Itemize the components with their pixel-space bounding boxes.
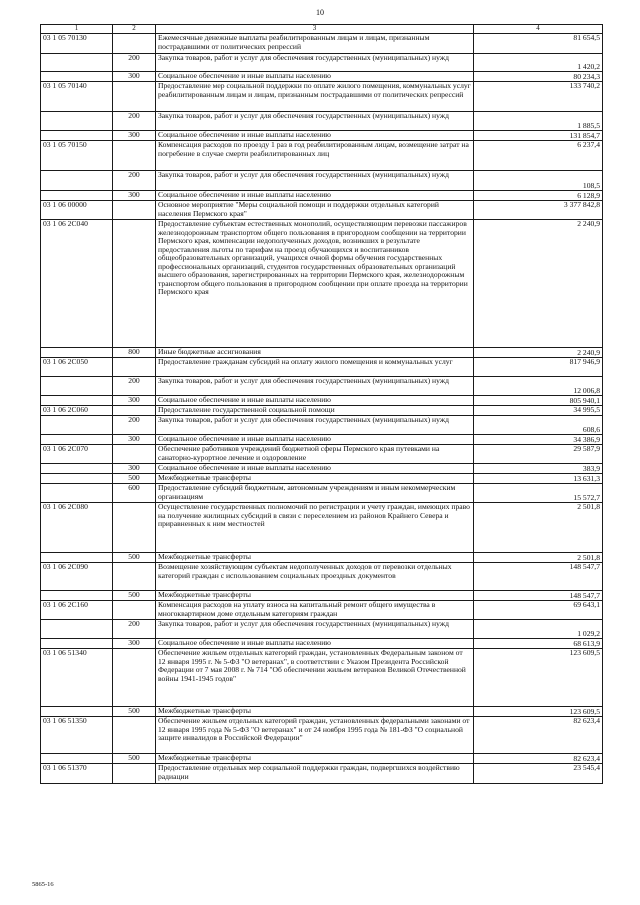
expense-type-code: 800 — [113, 348, 156, 358]
amount: 23 545,4 — [474, 764, 603, 784]
table-row — [41, 620, 603, 639]
table-row — [41, 717, 603, 754]
column-header: 3 — [156, 25, 474, 34]
target-article-code — [41, 377, 113, 396]
column-header: 2 — [113, 25, 156, 34]
table-row — [41, 201, 603, 220]
table-row — [41, 435, 603, 445]
expense-type-code — [113, 34, 156, 54]
expense-type-code — [113, 358, 156, 377]
target-article-code — [41, 171, 113, 191]
expense-description: Обеспечение работников учреждений бюджетной сферы Пермского края путевками на санаторно-курортное лечение и оздоровление — [156, 445, 474, 464]
expense-type-code — [113, 764, 156, 784]
amount: 2 501,8 — [474, 503, 603, 553]
expense-description: Межбюджетные трансферты — [156, 754, 474, 764]
table-row — [41, 764, 603, 784]
table-row — [41, 649, 603, 707]
target-article-code: 03 1 05 70130 — [41, 34, 113, 54]
expense-description: Межбюджетные трансферты — [156, 553, 474, 563]
expense-description: Основное мероприятие "Меры социальной помощи и поддержки отдельных категорий населения Пермского края" — [156, 201, 474, 220]
table-row — [41, 754, 603, 764]
column-header: 4 — [474, 25, 603, 34]
target-article-code — [41, 474, 113, 484]
table-row — [41, 377, 603, 396]
expense-type-code: 500 — [113, 754, 156, 764]
expense-description: Закупка товаров, работ и услуг для обеспечения государственных (муниципальных) нужд — [156, 112, 474, 131]
expense-description: Компенсация расходов по проезду 1 раз в год реабилитированным лицам, возмещение затрат на погребение в случае смерти реабилитированных лиц — [156, 141, 474, 171]
amount: 148 547,7 — [474, 591, 603, 601]
amount: 1 885,5 — [474, 112, 603, 131]
expense-type-code: 200 — [113, 416, 156, 435]
target-article-code: 03 1 06 51340 — [41, 649, 113, 707]
target-article-code: 03 1 06 2С090 — [41, 563, 113, 591]
target-article-code: 03 1 06 2С040 — [41, 220, 113, 348]
expense-type-code — [113, 406, 156, 416]
expense-description: Осуществление государственных полномочий по регистрации и учету граждан, имеющих право на получение жилищных субсидий в связи с переселением из районов Крайнего Севера и приравненных к ним местностей — [156, 503, 474, 553]
target-article-code — [41, 464, 113, 474]
amount: 82 623,4 — [474, 717, 603, 754]
table-row — [41, 707, 603, 717]
amount: 80 234,3 — [474, 72, 603, 82]
target-article-code — [41, 72, 113, 82]
amount: 2 240,9 — [474, 220, 603, 348]
amount: 12 006,8 — [474, 377, 603, 396]
amount: 123 609,5 — [474, 707, 603, 717]
expense-type-code: 500 — [113, 553, 156, 563]
amount: 2 501,8 — [474, 553, 603, 563]
target-article-code: 03 1 06 2С070 — [41, 445, 113, 464]
table-row — [41, 639, 603, 649]
document-reference: 5865-16 — [32, 881, 54, 888]
amount: 805 940,1 — [474, 396, 603, 406]
amount: 131 854,7 — [474, 131, 603, 141]
amount: 6 128,9 — [474, 191, 603, 201]
target-article-code — [41, 112, 113, 131]
expense-description: Социальное обеспечение и иные выплаты населению — [156, 435, 474, 445]
table-row — [41, 563, 603, 591]
amount: 34 995,5 — [474, 406, 603, 416]
table-body — [41, 34, 603, 784]
target-article-code — [41, 396, 113, 406]
expense-type-code: 300 — [113, 435, 156, 445]
expense-description: Социальное обеспечение и иные выплаты населению — [156, 396, 474, 406]
table-row — [41, 141, 603, 171]
expense-type-code — [113, 503, 156, 553]
expense-type-code: 500 — [113, 707, 156, 717]
expense-description: Предоставление отдельных мер социальной поддержки граждан, подвергшихся воздействию радиации — [156, 764, 474, 784]
expense-description: Обеспечение жильем отдельных категорий граждан, установленных Федеральным законом от 12 января 1995 г. № 5-ФЗ "О ветеранах", в соответствии с Указом Президента Российской Федерации от 7 мая 2008 г. № 714 "Об обеспечении жильем ветеранов Великой Отечественной войны 1941-1945 годов" — [156, 649, 474, 707]
table-row — [41, 191, 603, 201]
amount: 123 609,5 — [474, 649, 603, 707]
table-row — [41, 220, 603, 348]
expense-description: Возмещение хозяйствующим субъектам недополученных доходов от перевозки отдельных категорий граждан с использованием социальных проездных документов — [156, 563, 474, 591]
expense-type-code — [113, 563, 156, 591]
target-article-code: 03 1 05 70150 — [41, 141, 113, 171]
expense-description: Обеспечение жильем отдельных категорий граждан, установленных федеральными законами от 12 января 1995 года № 5-ФЗ "О ветеранах" и от 24 ноября 1995 года № 181-ФЗ "О социальной защите инвалидов в Российской Федерации" — [156, 717, 474, 754]
expense-description: Межбюджетные трансферты — [156, 591, 474, 601]
amount: 81 654,5 — [474, 34, 603, 54]
expense-description: Межбюджетные трансферты — [156, 707, 474, 717]
amount: 34 386,9 — [474, 435, 603, 445]
expense-type-code: 200 — [113, 171, 156, 191]
target-article-code — [41, 416, 113, 435]
amount: 1 420,2 — [474, 54, 603, 72]
expense-description: Социальное обеспечение и иные выплаты населению — [156, 639, 474, 649]
table-row — [41, 171, 603, 191]
target-article-code — [41, 591, 113, 601]
expense-type-code — [113, 82, 156, 112]
expense-description: Предоставление государственной социальной помощи — [156, 406, 474, 416]
table-row — [41, 503, 603, 553]
table-row — [41, 34, 603, 54]
column-header: 1 — [41, 25, 113, 34]
expense-type-code: 300 — [113, 131, 156, 141]
target-article-code — [41, 435, 113, 445]
expense-type-code — [113, 445, 156, 464]
expense-type-code — [113, 601, 156, 620]
table-row — [41, 416, 603, 435]
expense-description: Предоставление субсидий бюджетным, автономным учреждениям и иным некоммерческим организациям — [156, 484, 474, 503]
expense-description: Закупка товаров, работ и услуг для обеспечения государственных (муниципальных) нужд — [156, 416, 474, 435]
amount: 68 613,9 — [474, 639, 603, 649]
expense-description: Социальное обеспечение и иные выплаты населению — [156, 191, 474, 201]
amount: 29 587,9 — [474, 445, 603, 464]
table-row — [41, 484, 603, 503]
amount: 148 547,7 — [474, 563, 603, 591]
table-row — [41, 358, 603, 377]
expense-type-code — [113, 201, 156, 220]
expense-description: Закупка товаров, работ и услуг для обеспечения государственных (муниципальных) нужд — [156, 171, 474, 191]
amount: 69 643,1 — [474, 601, 603, 620]
amount: 608,6 — [474, 416, 603, 435]
amount: 133 740,2 — [474, 82, 603, 112]
expense-description: Социальное обеспечение и иные выплаты населению — [156, 131, 474, 141]
expense-type-code: 600 — [113, 484, 156, 503]
table-row — [41, 553, 603, 563]
expense-description: Предоставление гражданам субсидий на оплату жилого помещения и коммунальных услуг — [156, 358, 474, 377]
expense-description: Межбюджетные трансферты — [156, 474, 474, 484]
target-article-code: 03 1 06 2С080 — [41, 503, 113, 553]
expense-description: Закупка товаров, работ и услуг для обеспечения государственных (муниципальных) нужд — [156, 54, 474, 72]
target-article-code — [41, 754, 113, 764]
table-row — [41, 54, 603, 72]
expense-description: Социальное обеспечение и иные выплаты населению — [156, 464, 474, 474]
amount: 3 377 842,8 — [474, 201, 603, 220]
table-row — [41, 474, 603, 484]
table-row — [41, 112, 603, 131]
amount: 1 029,2 — [474, 620, 603, 639]
amount: 6 237,4 — [474, 141, 603, 171]
amount: 82 623,4 — [474, 754, 603, 764]
amount: 2 240,9 — [474, 348, 603, 358]
target-article-code — [41, 348, 113, 358]
target-article-code — [41, 191, 113, 201]
expense-description: Закупка товаров, работ и услуг для обеспечения государственных (муниципальных) нужд — [156, 377, 474, 396]
page-number: 10 — [316, 8, 324, 17]
amount: 15 572,7 — [474, 484, 603, 503]
expense-type-code: 300 — [113, 72, 156, 82]
target-article-code — [41, 620, 113, 639]
expense-description: Закупка товаров, работ и услуг для обеспечения государственных (муниципальных) нужд — [156, 620, 474, 639]
amount: 108,5 — [474, 171, 603, 191]
table-row — [41, 406, 603, 416]
expense-type-code: 200 — [113, 377, 156, 396]
expense-type-code — [113, 141, 156, 171]
target-article-code — [41, 639, 113, 649]
expense-type-code: 200 — [113, 112, 156, 131]
expense-type-code: 300 — [113, 396, 156, 406]
expense-type-code: 500 — [113, 591, 156, 601]
table-row — [41, 591, 603, 601]
amount: 13 631,3 — [474, 474, 603, 484]
expense-type-code: 300 — [113, 191, 156, 201]
table-row — [41, 464, 603, 474]
target-article-code — [41, 484, 113, 503]
table-row — [41, 396, 603, 406]
target-article-code — [41, 553, 113, 563]
expense-description: Предоставление субъектам естественных монополий, осуществляющим перевозки пассажиров железнодорожным транспортом общего пользования в пригородном сообщении на территории Пермского края, компенсации недополученных доходов, возникших в результате предоставления льготы по тарифам на проезд обучающихся и воспитанников общеобразовательных организаций, учащихся очной формы обучения государственных профессиональных организаций, студентов государственных образовательных организаций высшего образования, зарегистрированных на территории Пермского края, железнодорожным транспортом общего пользования в пригородном сообщении при оплате проезда на территории Пермского края — [156, 220, 474, 348]
expense-type-code: 200 — [113, 620, 156, 639]
expense-description: Иные бюджетные ассигнования — [156, 348, 474, 358]
expense-type-code: 500 — [113, 474, 156, 484]
expense-description: Компенсация расходов на уплату взноса на капитальный ремонт общего имущества в многоквартирном доме отдельным категориям граждан — [156, 601, 474, 620]
expense-type-code — [113, 717, 156, 754]
table-row — [41, 82, 603, 112]
expense-description: Ежемесячные денежные выплаты реабилитированным лицам и лицам, признанным пострадавшими от политических репрессий — [156, 34, 474, 54]
target-article-code: 03 1 06 51370 — [41, 764, 113, 784]
expense-type-code — [113, 649, 156, 707]
table-row — [41, 348, 603, 358]
table-row — [41, 601, 603, 620]
expense-type-code: 200 — [113, 54, 156, 72]
expense-description: Предоставление мер социальной поддержки по оплате жилого помещения, коммунальных услуг реабилитированным лицам и лицам, признанным пострадавшими от политических репрессий — [156, 82, 474, 112]
target-article-code — [41, 131, 113, 141]
target-article-code: 03 1 06 2С160 — [41, 601, 113, 620]
table-row — [41, 131, 603, 141]
amount: 817 946,9 — [474, 358, 603, 377]
target-article-code: 03 1 06 2С060 — [41, 406, 113, 416]
amount: 383,9 — [474, 464, 603, 474]
expense-type-code: 300 — [113, 639, 156, 649]
expense-type-code: 300 — [113, 464, 156, 474]
table-row — [41, 72, 603, 82]
target-article-code: 03 1 06 51350 — [41, 717, 113, 754]
target-article-code — [41, 54, 113, 72]
expense-description: Социальное обеспечение и иные выплаты населению — [156, 72, 474, 82]
table-row — [41, 445, 603, 464]
target-article-code — [41, 707, 113, 717]
target-article-code: 03 1 06 00000 — [41, 201, 113, 220]
target-article-code: 03 1 06 2С050 — [41, 358, 113, 377]
budget-table — [40, 24, 603, 784]
target-article-code: 03 1 05 70140 — [41, 82, 113, 112]
expense-type-code — [113, 220, 156, 348]
